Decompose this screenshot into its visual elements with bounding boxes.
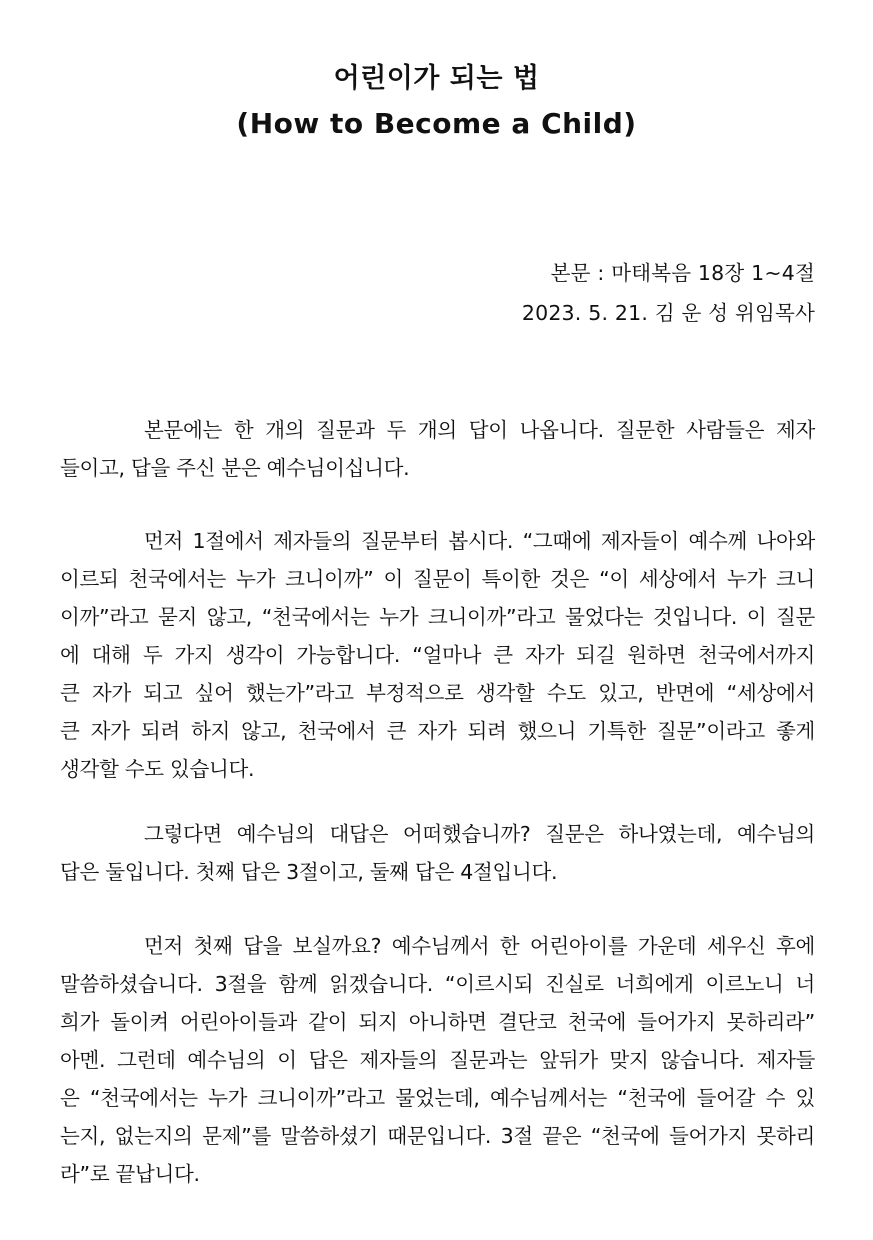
paragraph-4 [60,927,815,1193]
scripture-reference: 본문 : 마태복음 18장 1~4절 [550,261,815,285]
paragraph-line: 본문에는 한 개의 질문과 두 개의 답이 나옵니다. 질문한 사람들은 제자 [144,418,815,442]
title-korean: 어린이가 되는 법 [333,63,540,94]
title-english: (How to Become a Child) [236,107,637,140]
paragraph-line: 큰 자가 되려 하지 않고, 천국에서 큰 자가 되려 했으니 기특한 질문”이라고 좋게 [60,719,815,743]
paragraph-line: 들이고, 답을 주신 분은 예수님이십니다. [60,456,410,480]
paragraph-line: 먼저 첫째 답을 보실까요? 예수님께서 한 어린아이를 가운데 세우신 후에 [144,934,815,958]
paragraph-line: 큰 자가 되고 싶어 했는가”라고 부정적으로 생각할 수도 있고, 반면에 “세상에서 [60,681,815,705]
paragraph-line: 먼저 1절에서 제자들의 질문부터 봅시다. “그때에 제자들이 예수께 나아와 [144,529,815,553]
paragraph-line: 답은 둘입니다. 첫째 답은 3절이고, 둘째 답은 4절입니다. [60,860,558,884]
paragraph-line: 는지, 없는지의 문제”를 말씀하셨기 때문입니다. 3절 끝은 “천국에 들어가지 못하리 [60,1124,815,1148]
paragraph-line: 아멘. 그런데 예수님의 이 답은 제자들의 질문과는 앞뒤가 맞지 않습니다. 제자들 [60,1048,815,1072]
paragraph-line: 라”로 끝납니다. [60,1162,200,1186]
paragraph-line: 이까”라고 묻지 않고, “천국에서는 누가 크니이까”라고 물었다는 것입니다. 이 질문 [60,605,815,629]
date-author: 2023. 5. 21. 김 운 성 위임목사 [521,301,815,325]
paragraph-line: 그렇다면 예수님의 대답은 어떠했습니까? 질문은 하나였는데, 예수님의 [144,822,815,846]
paragraph-line: 희가 돌이켜 어린아이들과 같이 되지 아니하면 결단코 천국에 들어가지 못하리라” [60,1010,815,1034]
paragraph-line: 말씀하셨습니다. 3절을 함께 읽겠습니다. “이르시되 진실로 너희에게 이르노니 너 [60,972,815,996]
paragraph-1 [60,411,815,487]
paragraph-3 [60,815,815,891]
paragraph-line: 은 “천국에서는 누가 크니이까”라고 물었는데, 예수님께서는 “천국에 들어갈 수 있 [60,1086,815,1110]
paragraph-line: 생각할 수도 있습니다. [60,757,255,781]
paragraph-2 [60,522,815,788]
paragraph-line: 이르되 천국에서는 누가 크니이까” 이 질문이 특이한 것은 “이 세상에서 누가 크니 [60,567,815,591]
paragraph-line: 에 대해 두 가지 생각이 가능합니다. “얼마나 큰 자가 되길 원하면 천국에서까지 [60,643,815,667]
